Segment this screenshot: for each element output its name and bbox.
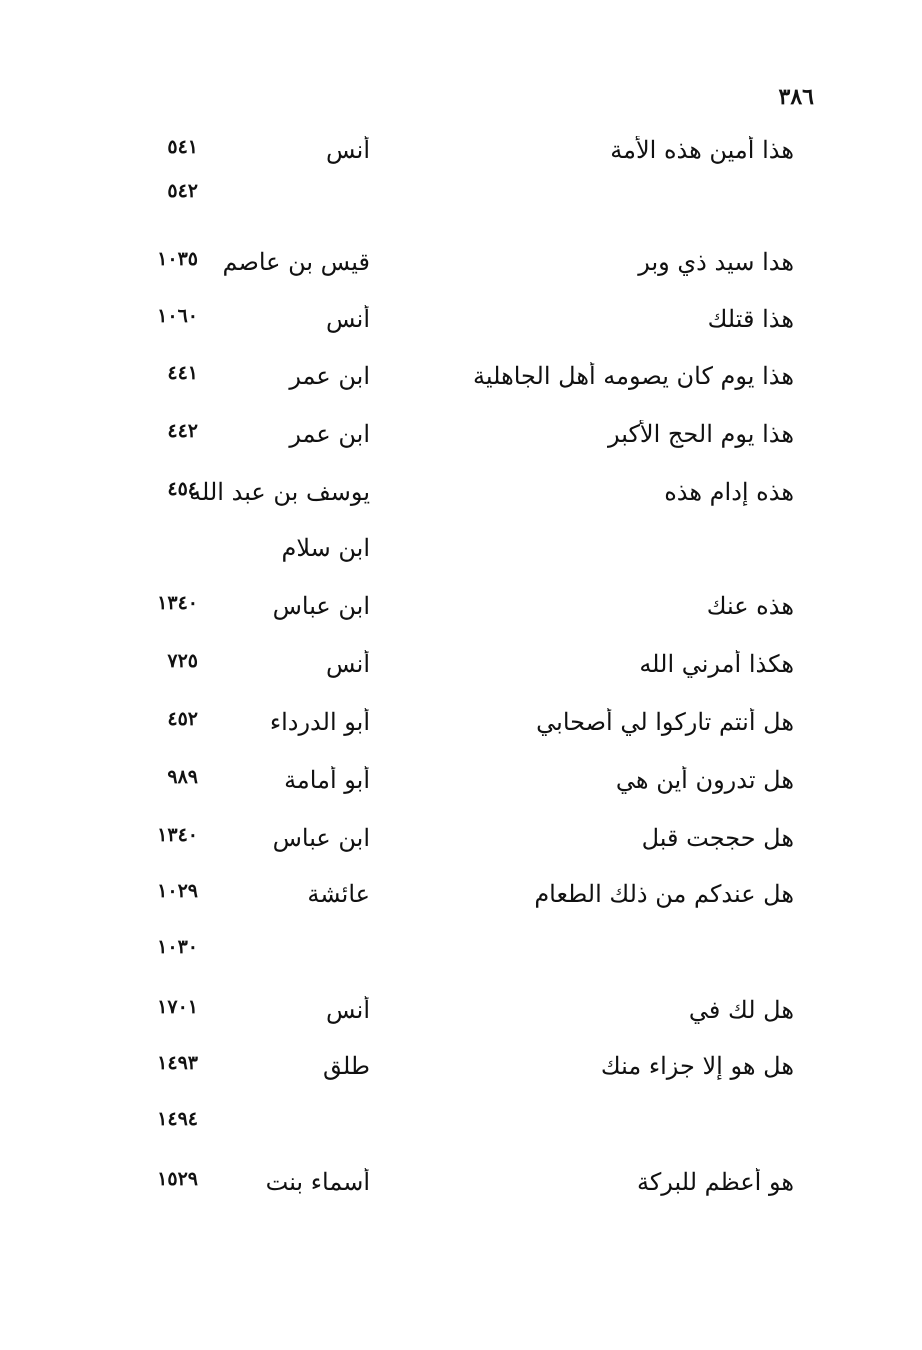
narrator: ابن عمر xyxy=(289,420,370,448)
hadith-text: هل تدرون أين هي xyxy=(615,766,794,794)
hadith-number: ١٠٢٩ xyxy=(157,880,198,902)
table-row xyxy=(0,880,922,930)
narrator: طلق xyxy=(322,1052,370,1080)
hadith-number: ١٥٢٩ xyxy=(157,1168,198,1190)
hadith-text: هدا سيد ذي وبر xyxy=(638,248,794,276)
table-row xyxy=(0,180,922,230)
table-row xyxy=(0,478,922,528)
table-row xyxy=(0,650,922,700)
hadith-number: ١٤٩٤ xyxy=(157,1108,198,1130)
narrator: ابن عباس xyxy=(272,824,370,852)
hadith-text: هكذا أمرني الله xyxy=(639,650,794,678)
hadith-text: هذه عنك xyxy=(706,592,794,620)
table-row xyxy=(0,766,922,816)
hadith-number: ٥٤١ xyxy=(167,136,198,158)
narrator: ابن سلام xyxy=(281,534,370,562)
hadith-number: ١٠٦٠ xyxy=(157,305,198,327)
table-row xyxy=(0,996,922,1046)
narrator: أنس xyxy=(326,650,370,678)
table-row xyxy=(0,708,922,758)
hadith-text: هل عندكم من ذلك الطعام xyxy=(534,880,794,908)
narrator: عائشة xyxy=(307,880,370,908)
table-row xyxy=(0,305,922,355)
hadith-number: ٥٤٢ xyxy=(167,180,198,202)
hadith-number: ٩٨٩ xyxy=(167,766,198,788)
narrator: يوسف بن عبد الله xyxy=(189,478,370,506)
hadith-number: ٤٤١ xyxy=(167,362,198,384)
hadith-number: ١٠٣٠ xyxy=(157,936,198,958)
hadith-text: هو أعظم للبركة xyxy=(637,1168,794,1196)
narrator: أنس xyxy=(326,305,370,333)
hadith-text: هل هو إلا جزاء منك xyxy=(600,1052,794,1080)
narrator: ابن عباس xyxy=(272,592,370,620)
table-row xyxy=(0,1108,922,1158)
narrator: أبو أمامة xyxy=(284,766,370,794)
hadith-number: ٧٢٥ xyxy=(167,650,198,672)
table-row xyxy=(0,136,922,186)
hadith-number: ٤٤٢ xyxy=(167,420,198,442)
hadith-number: ٤٥٤ xyxy=(167,478,198,500)
page-number: ٣٨٦ xyxy=(778,84,814,110)
hadith-text: هل أنتم تاركوا لي أصحابي xyxy=(536,708,794,736)
table-row xyxy=(0,420,922,470)
narrator: أنس xyxy=(326,136,370,164)
hadith-text: هذه إدام هذه xyxy=(664,478,794,506)
table-row xyxy=(0,534,922,584)
hadith-number: ١٧٠١ xyxy=(157,996,198,1018)
hadith-text: هل لك في xyxy=(688,996,794,1024)
narrator: أنس xyxy=(326,996,370,1024)
narrator: أبو الدرداء xyxy=(269,708,370,736)
hadith-number: ١٠٣٥ xyxy=(157,248,198,270)
hadith-text: هذا يوم الحج الأكبر xyxy=(608,420,794,448)
hadith-number: ١٤٩٣ xyxy=(157,1052,198,1074)
hadith-text: هذا يوم كان يصومه أهل الجاهلية xyxy=(473,362,794,390)
narrator: قيس بن عاصم xyxy=(222,248,370,276)
narrator: أسماء بنت xyxy=(265,1168,370,1196)
table-row xyxy=(0,1168,922,1218)
hadith-text: هذا أمين هذه الأمة xyxy=(610,136,794,164)
hadith-number: ١٣٤٠ xyxy=(157,824,198,846)
narrator: ابن عمر xyxy=(289,362,370,390)
hadith-text: هذا قتلك xyxy=(707,305,794,333)
table-row xyxy=(0,362,922,412)
hadith-text: هل حججت قبل xyxy=(641,824,794,852)
hadith-number: ١٣٤٠ xyxy=(157,592,198,614)
table-row xyxy=(0,248,922,298)
table-row xyxy=(0,824,922,874)
hadith-number: ٤٥٢ xyxy=(167,708,198,730)
table-row xyxy=(0,936,922,986)
table-row xyxy=(0,1052,922,1102)
table-row xyxy=(0,592,922,642)
